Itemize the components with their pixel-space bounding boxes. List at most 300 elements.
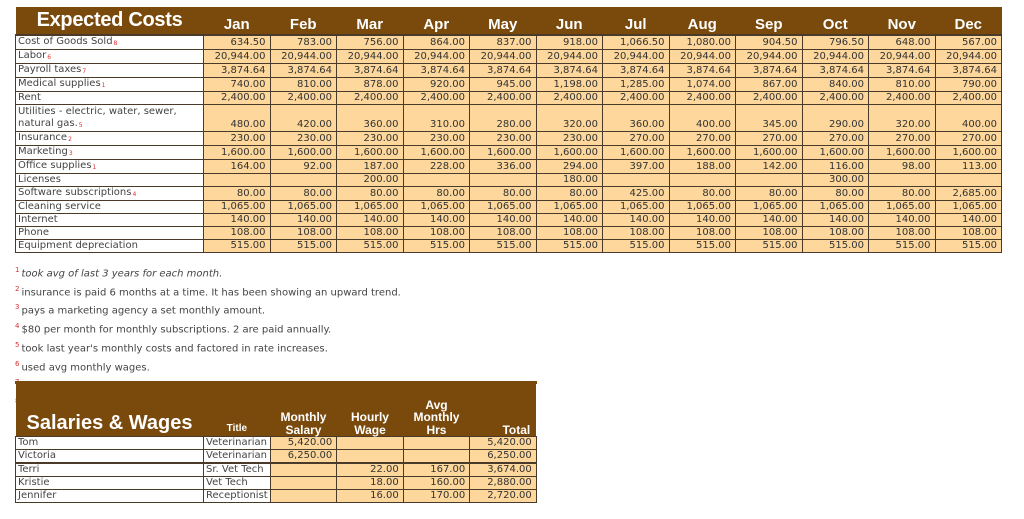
cost-value-cell[interactable]: 20,944.00 — [669, 50, 736, 64]
cost-value-cell[interactable]: 425.00 — [603, 187, 670, 201]
cost-value-cell[interactable]: 515.00 — [935, 240, 1002, 253]
cost-value-cell[interactable]: 270.00 — [802, 132, 869, 146]
cost-value-cell[interactable]: 1,065.00 — [204, 201, 271, 214]
cost-value-cell[interactable]: 3,874.64 — [603, 64, 670, 78]
cost-value-cell[interactable]: 2,400.00 — [204, 92, 271, 105]
cost-value-cell[interactable]: 1,600.00 — [869, 146, 936, 160]
cost-value-cell[interactable]: 837.00 — [470, 35, 537, 50]
cost-value-cell[interactable]: 140.00 — [935, 214, 1002, 227]
cost-label-cell[interactable] — [16, 105, 204, 132]
cost-value-cell[interactable]: 92.00 — [270, 160, 337, 174]
cost-label-cell[interactable] — [16, 174, 204, 187]
cost-value-cell[interactable]: 1,600.00 — [736, 146, 803, 160]
month-header[interactable]: Apr — [403, 7, 470, 35]
month-header[interactable]: Jan — [204, 7, 271, 35]
cost-value-cell[interactable]: 3,874.64 — [204, 64, 271, 78]
cost-value-cell[interactable]: 3,874.64 — [470, 64, 537, 78]
cost-value-cell[interactable]: 515.00 — [869, 240, 936, 253]
cost-value-cell[interactable]: 108.00 — [403, 227, 470, 240]
cost-value-cell[interactable]: 230.00 — [470, 132, 537, 146]
cost-value-cell[interactable]: 1,074.00 — [669, 78, 736, 92]
cost-value-cell[interactable]: 1,065.00 — [669, 201, 736, 214]
cost-label: Phone — [18, 227, 49, 238]
cost-value-cell[interactable]: 1,285.00 — [603, 78, 670, 92]
cost-value-cell[interactable]: 634.50 — [204, 35, 271, 50]
cost-row — [16, 227, 1002, 240]
hourly-wage-cell[interactable]: 18.00 — [337, 477, 404, 490]
cost-value-cell[interactable]: 20,944.00 — [337, 50, 404, 64]
cost-value-cell[interactable]: 320.00 — [869, 105, 936, 132]
cost-value-cell[interactable]: 810.00 — [270, 78, 337, 92]
cost-value-cell[interactable]: 80.00 — [869, 187, 936, 201]
hourly-wage-cell[interactable]: 16.00 — [337, 490, 404, 503]
cost-value-cell[interactable]: 98.00 — [869, 160, 936, 174]
cost-value-cell[interactable]: 2,400.00 — [536, 92, 603, 105]
cost-value-cell[interactable] — [470, 174, 537, 187]
cost-value-cell[interactable]: 336.00 — [470, 160, 537, 174]
footnote-text: insurance is paid 6 months at a time. It has been showing an upward trend. — [21, 287, 401, 299]
avg-monthly-hrs-cell[interactable] — [403, 437, 470, 450]
cost-value-cell[interactable]: 164.00 — [204, 160, 271, 174]
cost-value-cell[interactable] — [403, 174, 470, 187]
cost-label-cell[interactable] — [16, 214, 204, 227]
cost-value-cell[interactable]: 790.00 — [935, 78, 1002, 92]
cost-value-cell[interactable] — [204, 174, 271, 187]
total-cell[interactable]: 5,420.00 — [470, 437, 537, 450]
cost-value-cell[interactable]: 1,600.00 — [403, 146, 470, 160]
cost-value-cell[interactable]: 1,600.00 — [603, 146, 670, 160]
cost-value-cell[interactable] — [869, 174, 936, 187]
cost-label-cell[interactable] — [16, 92, 204, 105]
cost-label: Software subscriptions — [18, 187, 132, 198]
cost-label: Payroll taxes — [18, 64, 82, 75]
cost-label: Internet — [18, 214, 58, 225]
cost-row — [16, 201, 1002, 214]
cost-value-cell[interactable]: 2,400.00 — [869, 92, 936, 105]
salaries-title[interactable]: Salaries & Wages — [16, 382, 204, 437]
cost-value-cell[interactable]: 515.00 — [204, 240, 271, 253]
cost-value-cell[interactable]: 270.00 — [603, 132, 670, 146]
expected-costs-table — [15, 7, 1002, 253]
cost-value-cell[interactable]: 2,400.00 — [935, 92, 1002, 105]
cost-value-cell[interactable]: 840.00 — [802, 78, 869, 92]
total-header[interactable]: Total — [470, 382, 537, 437]
cost-label-cell[interactable] — [16, 35, 204, 50]
cost-value-cell[interactable]: 756.00 — [337, 35, 404, 50]
cost-value-cell[interactable]: 140.00 — [736, 214, 803, 227]
avg-monthly-hrs-cell[interactable]: 167.00 — [403, 463, 470, 477]
cost-value-cell[interactable]: 230.00 — [204, 132, 271, 146]
cost-value-cell[interactable]: 300.00 — [802, 174, 869, 187]
footnote-marker: 4 — [132, 191, 137, 198]
cost-value-cell[interactable]: 116.00 — [802, 160, 869, 174]
cost-value-cell[interactable]: 80.00 — [403, 187, 470, 201]
cost-value-cell[interactable]: 3,874.64 — [669, 64, 736, 78]
footnote-item — [15, 263, 535, 282]
cost-value-cell[interactable]: 80.00 — [669, 187, 736, 201]
cost-value-cell[interactable]: 270.00 — [869, 132, 936, 146]
footnote-text: took last year's monthly costs and factored in rate increases. — [21, 343, 328, 355]
cost-value-cell[interactable]: 3,874.64 — [736, 64, 803, 78]
total-cell[interactable]: 2,720.00 — [470, 490, 537, 503]
cost-value-cell[interactable]: 140.00 — [536, 214, 603, 227]
cost-value-cell[interactable]: 140.00 — [403, 214, 470, 227]
cost-value-cell[interactable]: 480.00 — [204, 105, 271, 132]
cost-value-cell[interactable]: 400.00 — [669, 105, 736, 132]
title-cell[interactable]: Vet Tech — [204, 477, 271, 490]
cost-value-cell[interactable]: 108.00 — [935, 227, 1002, 240]
cost-label-cell[interactable] — [16, 146, 204, 160]
salary-row — [16, 463, 537, 477]
cost-value-cell[interactable]: 80.00 — [802, 187, 869, 201]
cost-label-cell[interactable] — [16, 187, 204, 201]
avg-monthly-hrs-header[interactable]: Avg Monthly Hrs — [403, 382, 470, 437]
monthly-salary-header[interactable]: Monthly Salary — [270, 382, 337, 437]
cost-value-cell[interactable]: 3,874.64 — [337, 64, 404, 78]
cost-value-cell[interactable]: 515.00 — [403, 240, 470, 253]
cost-value-cell[interactable]: 108.00 — [603, 227, 670, 240]
cost-value-cell[interactable]: 878.00 — [337, 78, 404, 92]
cost-value-cell[interactable]: 1,065.00 — [337, 201, 404, 214]
month-header[interactable]: Dec — [935, 7, 1002, 35]
cost-value-cell[interactable]: 1,600.00 — [337, 146, 404, 160]
name-cell[interactable]: Jennifer — [16, 490, 204, 503]
cost-value-cell[interactable]: 230.00 — [403, 132, 470, 146]
cost-value-cell[interactable] — [736, 174, 803, 187]
footnote-number: 5 — [15, 340, 20, 349]
cost-value-cell[interactable]: 108.00 — [204, 227, 271, 240]
cost-row — [16, 187, 1002, 201]
cost-row — [16, 105, 1002, 132]
cost-value-cell[interactable]: 1,065.00 — [802, 201, 869, 214]
cost-value-cell[interactable]: 2,400.00 — [736, 92, 803, 105]
footnote-item — [15, 319, 535, 338]
cost-value-cell[interactable]: 515.00 — [470, 240, 537, 253]
cost-value-cell[interactable]: 810.00 — [869, 78, 936, 92]
cost-value-cell[interactable]: 20,944.00 — [470, 50, 537, 64]
cost-value-cell[interactable]: 188.00 — [669, 160, 736, 174]
cost-value-cell[interactable] — [669, 174, 736, 187]
month-header[interactable]: Jul — [603, 7, 670, 35]
cost-value-cell[interactable] — [603, 174, 670, 187]
footnote-item — [15, 282, 535, 301]
cost-value-cell[interactable]: 360.00 — [603, 105, 670, 132]
cost-value-cell[interactable]: 80.00 — [536, 187, 603, 201]
cost-value-cell[interactable]: 140.00 — [669, 214, 736, 227]
monthly-salary-cell[interactable] — [270, 463, 337, 477]
cost-label-cell[interactable] — [16, 160, 204, 174]
cost-value-cell[interactable]: 108.00 — [669, 227, 736, 240]
hourly-wage-header[interactable]: Hourly Wage — [337, 382, 404, 437]
cost-label: Cleaning service — [18, 201, 101, 212]
cost-label: Medical supplies — [18, 78, 101, 89]
cost-value-cell[interactable]: 1,065.00 — [270, 201, 337, 214]
month-header[interactable]: Feb — [270, 7, 337, 35]
cost-value-cell[interactable]: 80.00 — [270, 187, 337, 201]
cost-value-cell[interactable]: 142.00 — [736, 160, 803, 174]
cost-value-cell[interactable]: 2,400.00 — [802, 92, 869, 105]
cost-value-cell[interactable]: 187.00 — [337, 160, 404, 174]
hourly-wage-cell[interactable]: 22.00 — [337, 463, 404, 477]
name-cell[interactable]: Tom — [16, 437, 204, 450]
cost-row — [16, 92, 1002, 105]
cost-value-cell[interactable]: 904.50 — [736, 35, 803, 50]
cost-value-cell[interactable]: 2,685.00 — [935, 187, 1002, 201]
cost-value-cell[interactable]: 515.00 — [669, 240, 736, 253]
monthly-salary-cell[interactable]: 6,250.00 — [270, 450, 337, 464]
month-header[interactable]: Oct — [802, 7, 869, 35]
cost-value-cell[interactable]: 108.00 — [536, 227, 603, 240]
cost-value-cell[interactable]: 140.00 — [204, 214, 271, 227]
cost-value-cell[interactable]: 20,944.00 — [270, 50, 337, 64]
salary-row — [16, 477, 537, 490]
footnote-marker: 7 — [82, 68, 87, 75]
cost-value-cell[interactable]: 515.00 — [802, 240, 869, 253]
cost-value-cell[interactable]: 230.00 — [337, 132, 404, 146]
cost-value-cell[interactable]: 2,400.00 — [337, 92, 404, 105]
cost-value-cell[interactable]: 3,874.64 — [935, 64, 1002, 78]
cost-value-cell[interactable]: 3,874.64 — [403, 64, 470, 78]
footnote-marker: 5 — [78, 122, 83, 129]
cost-label-cell[interactable] — [16, 50, 204, 64]
cost-label-cell[interactable] — [16, 64, 204, 78]
cost-value-cell[interactable]: 294.00 — [536, 160, 603, 174]
cost-value-cell[interactable]: 2,400.00 — [403, 92, 470, 105]
cost-value-cell[interactable]: 3,874.64 — [536, 64, 603, 78]
cost-value-cell[interactable]: 2,400.00 — [603, 92, 670, 105]
monthly-salary-cell[interactable]: 5,420.00 — [270, 437, 337, 450]
cost-label-cell[interactable] — [16, 132, 204, 146]
cost-row — [16, 50, 1002, 64]
avg-monthly-hrs-cell[interactable]: 170.00 — [403, 490, 470, 503]
expected-costs-sheet — [15, 7, 1002, 253]
cost-label-cell[interactable] — [16, 201, 204, 214]
footnote-marker: 1 — [101, 82, 106, 89]
monthly-salary-cell[interactable] — [270, 490, 337, 503]
cost-value-cell[interactable]: 360.00 — [337, 105, 404, 132]
cost-value-cell[interactable]: 1,600.00 — [470, 146, 537, 160]
cost-value-cell[interactable]: 1,066.50 — [603, 35, 670, 50]
cost-value-cell[interactable]: 1,065.00 — [536, 201, 603, 214]
cost-value-cell[interactable]: 80.00 — [204, 187, 271, 201]
total-cell[interactable]: 2,880.00 — [470, 477, 537, 490]
cost-value-cell[interactable]: 1,065.00 — [935, 201, 1002, 214]
cost-label-cell[interactable] — [16, 227, 204, 240]
footnote-marker: 1 — [92, 164, 97, 171]
total-cell[interactable]: 3,674.00 — [470, 463, 537, 477]
cost-value-cell[interactable]: 20,944.00 — [603, 50, 670, 64]
cost-value-cell[interactable]: 140.00 — [802, 214, 869, 227]
salary-row — [16, 450, 537, 464]
title-cell[interactable]: Receptionist — [204, 490, 271, 503]
cost-value-cell[interactable]: 3,874.64 — [869, 64, 936, 78]
cost-value-cell[interactable]: 320.00 — [536, 105, 603, 132]
cost-value-cell[interactable]: 864.00 — [403, 35, 470, 50]
cost-value-cell[interactable]: 1,600.00 — [935, 146, 1002, 160]
month-header[interactable]: Nov — [869, 7, 936, 35]
cost-value-cell[interactable]: 230.00 — [270, 132, 337, 146]
total-cell[interactable]: 6,250.00 — [470, 450, 537, 464]
salaries-sheet — [15, 382, 537, 503]
cost-value-cell[interactable]: 20,944.00 — [736, 50, 803, 64]
salary-row — [16, 437, 537, 450]
salaries-table — [15, 382, 537, 503]
cost-value-cell[interactable]: 1,600.00 — [204, 146, 271, 160]
cost-value-cell[interactable]: 515.00 — [536, 240, 603, 253]
footnote-number: 6 — [15, 359, 20, 368]
cost-value-cell[interactable]: 108.00 — [869, 227, 936, 240]
footnote-text: pays a marketing agency a set monthly amount. — [21, 305, 266, 317]
cost-value-cell[interactable]: 2,400.00 — [669, 92, 736, 105]
title-cell[interactable]: Sr. Vet Tech — [204, 463, 271, 477]
cost-row — [16, 160, 1002, 174]
footnote-number: 2 — [15, 284, 20, 293]
cost-value-cell[interactable]: 20,944.00 — [403, 50, 470, 64]
footnote-text: took avg of last 3 years for each month. — [21, 268, 223, 280]
cost-value-cell[interactable]: 108.00 — [736, 227, 803, 240]
cost-value-cell[interactable]: 140.00 — [270, 214, 337, 227]
month-header[interactable]: Aug — [669, 7, 736, 35]
cost-value-cell[interactable]: 108.00 — [802, 227, 869, 240]
cost-value-cell[interactable]: 1,600.00 — [802, 146, 869, 160]
cost-label: Utilities - electric, water, sewer, natural gas. — [18, 106, 177, 129]
cost-value-cell[interactable]: 20,944.00 — [869, 50, 936, 64]
name-cell[interactable]: Victoria — [16, 450, 204, 464]
cost-row — [16, 78, 1002, 92]
cost-value-cell[interactable]: 280.00 — [470, 105, 537, 132]
footnote-item — [15, 338, 535, 357]
cost-value-cell[interactable]: 113.00 — [935, 160, 1002, 174]
cost-value-cell[interactable]: 180.00 — [536, 174, 603, 187]
footnote-marker: 3 — [68, 150, 73, 157]
cost-value-cell[interactable]: 796.50 — [802, 35, 869, 50]
cost-value-cell[interactable]: 108.00 — [470, 227, 537, 240]
cost-value-cell[interactable]: 290.00 — [802, 105, 869, 132]
cost-value-cell[interactable]: 20,944.00 — [536, 50, 603, 64]
cost-row — [16, 132, 1002, 146]
expected-costs-title[interactable]: Expected Costs — [16, 7, 204, 35]
cost-value-cell[interactable]: 200.00 — [337, 174, 404, 187]
cost-label-cell[interactable] — [16, 78, 204, 92]
cost-value-cell[interactable]: 1,065.00 — [470, 201, 537, 214]
cost-value-cell[interactable]: 920.00 — [403, 78, 470, 92]
footnote-marker: 8 — [113, 40, 118, 47]
cost-label: Insurance — [18, 132, 68, 143]
cost-value-cell[interactable]: 2,400.00 — [270, 92, 337, 105]
cost-value-cell[interactable]: 1,065.00 — [736, 201, 803, 214]
cost-value-cell[interactable]: 108.00 — [270, 227, 337, 240]
cost-value-cell[interactable] — [935, 174, 1002, 187]
cost-value-cell[interactable]: 397.00 — [603, 160, 670, 174]
cost-label: Office supplies — [18, 160, 92, 171]
monthly-salary-cell[interactable] — [270, 477, 337, 490]
cost-value-cell[interactable]: 20,944.00 — [802, 50, 869, 64]
cost-value-cell[interactable]: 2,400.00 — [470, 92, 537, 105]
cost-value-cell[interactable]: 310.00 — [403, 105, 470, 132]
cost-value-cell[interactable]: 1,065.00 — [603, 201, 670, 214]
cost-value-cell[interactable]: 80.00 — [337, 187, 404, 201]
cost-value-cell[interactable]: 20,944.00 — [204, 50, 271, 64]
cost-value-cell[interactable]: 270.00 — [669, 132, 736, 146]
cost-value-cell[interactable]: 140.00 — [603, 214, 670, 227]
cost-value-cell[interactable]: 945.00 — [470, 78, 537, 92]
avg-monthly-hrs-cell[interactable]: 160.00 — [403, 477, 470, 490]
title-cell[interactable]: Veterinarian — [204, 437, 271, 450]
cost-value-cell[interactable]: 1,600.00 — [270, 146, 337, 160]
cost-row — [16, 64, 1002, 78]
cost-value-cell[interactable]: 80.00 — [736, 187, 803, 201]
month-header[interactable]: May — [470, 7, 537, 35]
month-header[interactable]: Jun — [536, 7, 603, 35]
footnote-text: $80 per month for monthly subscriptions. 2 are paid annually. — [21, 324, 332, 336]
month-header[interactable]: Mar — [337, 7, 404, 35]
cost-value-cell[interactable]: 515.00 — [736, 240, 803, 253]
cost-value-cell[interactable]: 740.00 — [204, 78, 271, 92]
cost-value-cell[interactable]: 567.00 — [935, 35, 1002, 50]
cost-value-cell[interactable]: 228.00 — [403, 160, 470, 174]
cost-value-cell[interactable]: 918.00 — [536, 35, 603, 50]
cost-value-cell[interactable]: 80.00 — [470, 187, 537, 201]
hourly-wage-cell[interactable] — [337, 450, 404, 464]
footnote-item — [15, 300, 535, 319]
cost-value-cell[interactable]: 515.00 — [270, 240, 337, 253]
cost-label-cell[interactable] — [16, 240, 204, 253]
cost-value-cell[interactable]: 3,874.64 — [802, 64, 869, 78]
cost-value-cell[interactable]: 140.00 — [337, 214, 404, 227]
footnote-marker: 2 — [68, 136, 72, 143]
cost-value-cell[interactable]: 1,600.00 — [669, 146, 736, 160]
cost-row — [16, 35, 1002, 50]
cost-value-cell[interactable]: 230.00 — [536, 132, 603, 146]
name-cell[interactable]: Kristie — [16, 477, 204, 490]
cost-value-cell[interactable]: 140.00 — [869, 214, 936, 227]
title-cell[interactable]: Veterinarian — [204, 450, 271, 464]
cost-value-cell[interactable]: 270.00 — [736, 132, 803, 146]
cost-value-cell[interactable]: 270.00 — [935, 132, 1002, 146]
cost-value-cell[interactable]: 515.00 — [603, 240, 670, 253]
cost-row — [16, 240, 1002, 253]
month-header[interactable]: Sep — [736, 7, 803, 35]
cost-row — [16, 174, 1002, 187]
cost-value-cell[interactable]: 515.00 — [337, 240, 404, 253]
cost-value-cell[interactable]: 400.00 — [935, 105, 1002, 132]
cost-value-cell[interactable]: 140.00 — [470, 214, 537, 227]
cost-value-cell[interactable] — [270, 174, 337, 187]
title-header[interactable]: Title — [204, 382, 271, 437]
cost-value-cell[interactable]: 108.00 — [337, 227, 404, 240]
cost-value-cell[interactable]: 783.00 — [270, 35, 337, 50]
cost-value-cell[interactable]: 1,065.00 — [403, 201, 470, 214]
cost-value-cell[interactable]: 1,065.00 — [869, 201, 936, 214]
cost-value-cell[interactable]: 3,874.64 — [270, 64, 337, 78]
cost-row — [16, 214, 1002, 227]
cost-value-cell[interactable]: 20,944.00 — [935, 50, 1002, 64]
cost-value-cell[interactable]: 345.00 — [736, 105, 803, 132]
cost-label: Marketing — [18, 146, 68, 157]
cost-value-cell[interactable]: 1,080.00 — [669, 35, 736, 50]
footnote-marker: 6 — [47, 54, 52, 61]
hourly-wage-cell[interactable] — [337, 437, 404, 450]
cost-value-cell[interactable]: 1,600.00 — [536, 146, 603, 160]
name-cell[interactable]: Terri — [16, 463, 204, 477]
cost-value-cell[interactable]: 1,198.00 — [536, 78, 603, 92]
cost-value-cell[interactable]: 648.00 — [869, 35, 936, 50]
cost-value-cell[interactable]: 420.00 — [270, 105, 337, 132]
cost-row — [16, 146, 1002, 160]
cost-value-cell[interactable]: 867.00 — [736, 78, 803, 92]
footnote-item — [15, 357, 535, 376]
avg-monthly-hrs-cell[interactable] — [403, 450, 470, 464]
